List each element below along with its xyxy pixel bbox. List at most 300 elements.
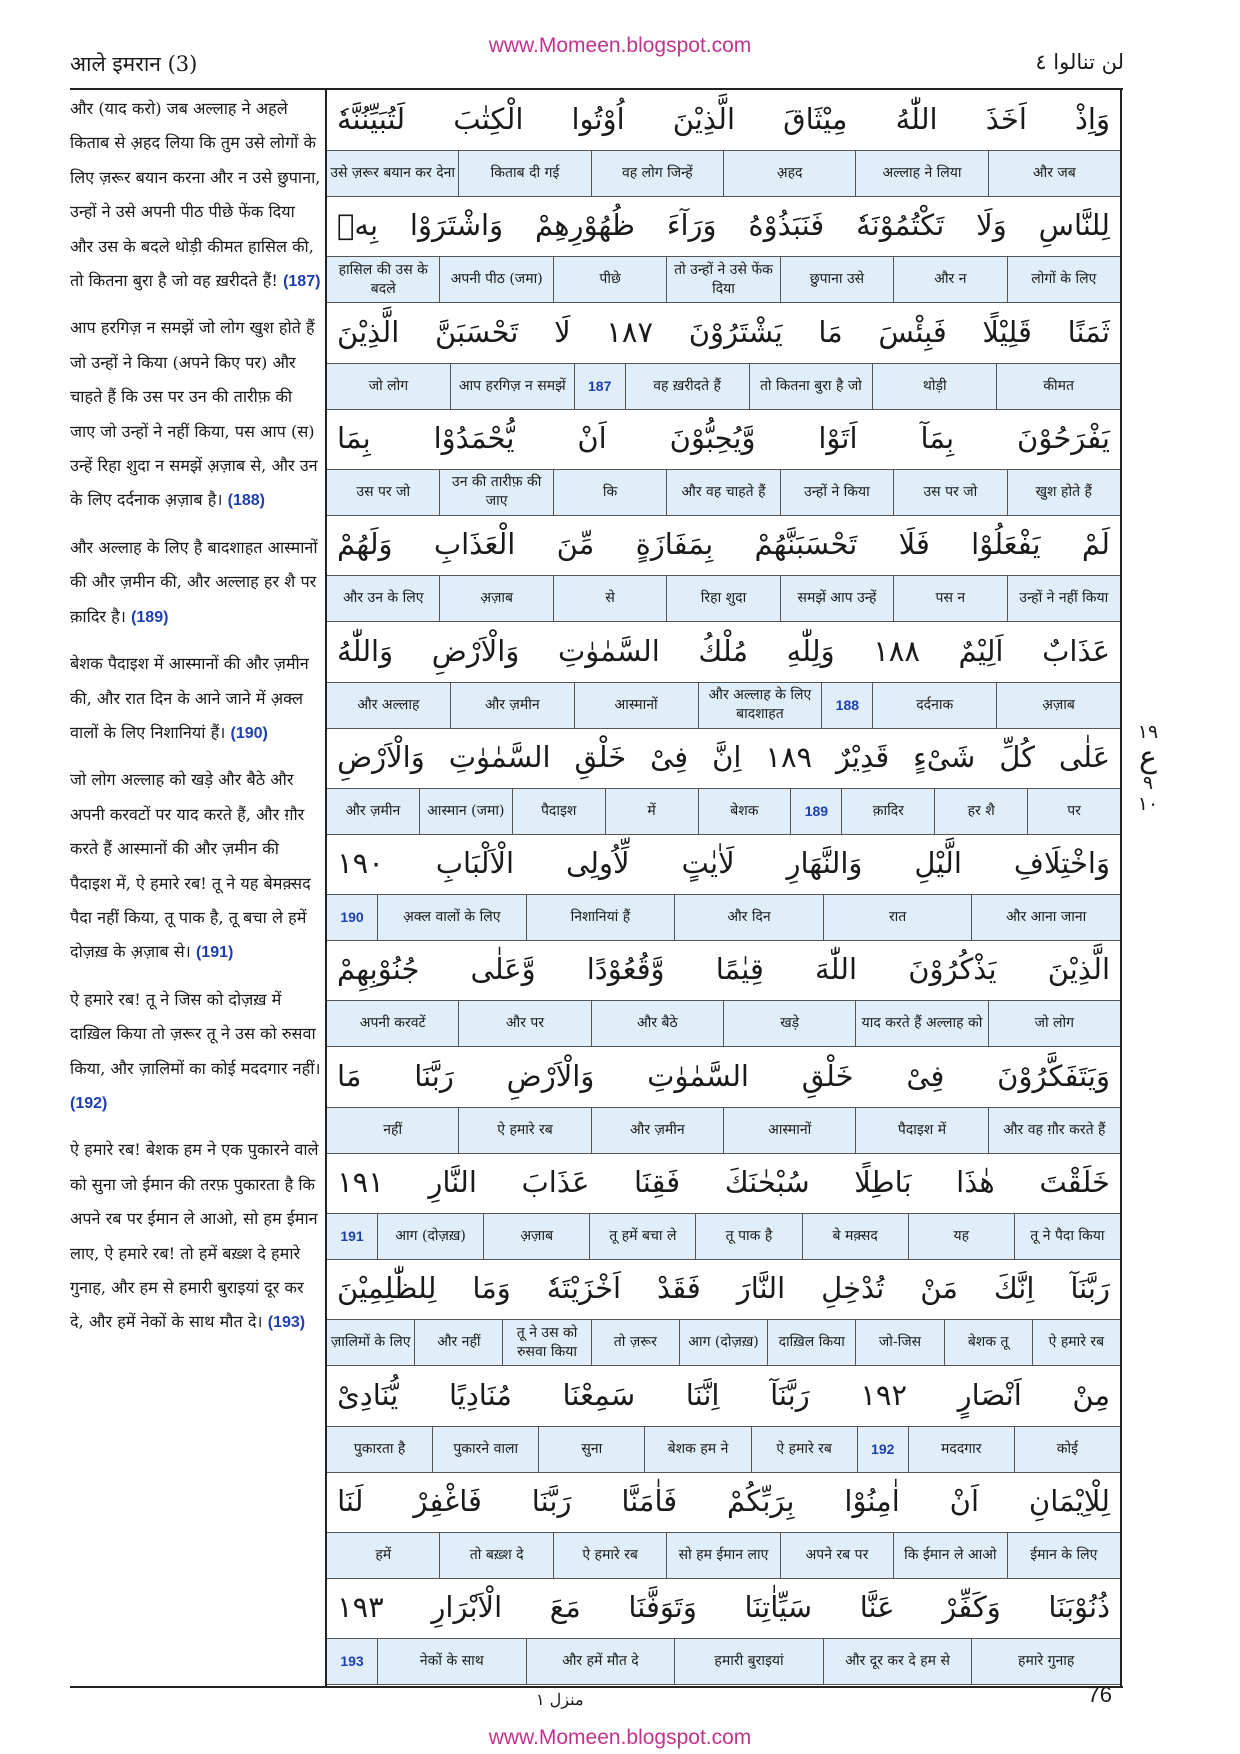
word-meaning-cell: पीछे [553, 257, 666, 302]
translation-paragraph [70, 981, 322, 1122]
arabic-word: مِنْ [1072, 1377, 1110, 1412]
arabic-word: وَاخْتِلَافِ [1013, 846, 1110, 881]
arabic-word: وَاِذْ [1075, 102, 1110, 136]
word-meaning-cell: बेशक हम ने [644, 1427, 750, 1472]
word-meaning-row [327, 682, 1120, 729]
arabic-word: اَتَوْا [818, 420, 858, 455]
arabic-word: فَبِئْسَ [878, 314, 947, 349]
arabic-word: مُلْكُ [698, 633, 748, 668]
word-meaning-row [327, 1107, 1120, 1154]
ruku-verse-count: ٩ [1142, 772, 1154, 794]
word-verse-number: 187 [574, 364, 625, 409]
arabic-word: فَاغْفِرْ [413, 1483, 482, 1518]
word-meaning-cell: जो लोग [988, 1001, 1120, 1046]
translation-text: ऐ हमारे रब! बेशक हम ने एक पुकारने वाले को सुना जो ईमान की तरफ़ पुकारता है कि अपने रब पर ईमान ले आओ, सो हम ईमान लाए, ऐ हमारे रब! तो हमें बख़्श दे हमारे गुनाह, और हम से हमारी बुराइयां दूर कर दे, और हमें नेकों के साथ मौत दे। [70, 1140, 319, 1332]
arabic-word: اَنْ [577, 420, 607, 455]
arabic-word: وَالْاَرْضِ [337, 739, 425, 774]
arabic-word: رَبَّنَآ [770, 1377, 810, 1412]
arabic-word: اللّٰهُ [895, 102, 938, 136]
word-meaning-cell: दर्दनाक [872, 683, 996, 728]
word-meaning-cell: समझें आप उन्हें [780, 576, 893, 621]
verse-line [327, 1259, 1120, 1365]
arabic-word: ذُنُوْبَنَا [1048, 1590, 1110, 1625]
translation-text: आप हरगिज़ न समझें जो लोग खुश होते हैं जो उन्हों ने किया (अपने किए पर) और चाहते हैं कि उस पर उन की तारीफ़ की जाए जो उन्हों ने नहीं किया, पस आप (स) उन्हें रिहा शुदा न समझें अ़ज़ाब से, और उन के लिए दर्दनाक अ़ज़ाब है। [70, 318, 318, 510]
arabic-word: تَحْسَبَنَّهُمْ [754, 527, 858, 562]
word-meaning-cell: क़ादिर [841, 789, 934, 834]
word-meaning-cell: कीमत [996, 364, 1120, 409]
verse-line [327, 1153, 1120, 1259]
verse-line [327, 834, 1120, 940]
arabic-word: لِلنَّاسِ [1038, 208, 1110, 243]
arabic-word: الَّذِيْنَ [672, 102, 735, 136]
arabic-word: مِيْثَاقَ [783, 102, 848, 136]
word-meaning-cell: रात [823, 895, 972, 940]
arabic-word: اِنَّنَا [685, 1377, 720, 1412]
verse-number: (187) [283, 273, 321, 291]
word-meaning-cell: हमारे गुनाह [971, 1639, 1120, 1684]
arabic-word: يَفْرَحُوْنَ [1017, 420, 1110, 455]
juz-title: لن تنالوا ٤ [1035, 50, 1124, 74]
translation-paragraph [70, 90, 322, 299]
ruku-marker [1128, 722, 1168, 815]
arabic-word: لَنَا [337, 1483, 364, 1518]
word-meaning-cell: और आना जाना [971, 895, 1120, 940]
arabic-word: الْكِتٰبَ [453, 102, 524, 136]
word-meaning-cell: तो कितना बुरा है जो [749, 364, 873, 409]
arabic-text-line [327, 1366, 1120, 1424]
arabic-word: وَّيُحِبُّوْنَ [669, 420, 756, 455]
arabic-word: سَيِّاٰتِنَا [744, 1590, 813, 1625]
word-meaning-cell: बेशक तू [944, 1320, 1032, 1365]
word-meaning-cell: ऐ हमारे रब [1032, 1320, 1120, 1365]
verse-line [327, 1366, 1120, 1472]
arabic-word: اَخْزَيْتَهٗ [546, 1271, 622, 1306]
word-meaning-row [327, 363, 1120, 410]
arabic-word: تُدْخِلِ [821, 1271, 885, 1306]
word-meaning-cell: पैदाइश [512, 789, 605, 834]
verse-line [327, 940, 1120, 1046]
word-meaning-cell: उन्हों ने किया [780, 470, 893, 515]
arabic-text-line [327, 1047, 1120, 1105]
word-meaning-row [327, 788, 1120, 835]
word-meaning-row [327, 150, 1120, 197]
arabic-text-line [327, 196, 1120, 254]
arabic-word: لَاٰيٰتٍ [681, 846, 735, 881]
arabic-word: قِيٰمًا [715, 952, 764, 987]
word-meaning-cell: और अल्लाह के लिए बादशाहत [698, 683, 822, 728]
arabic-word: خَلَقْتَ [1039, 1165, 1110, 1199]
translation-paragraph [70, 761, 322, 970]
word-verse-number: 189 [790, 789, 841, 834]
word-meaning-cell: अ़हद [723, 151, 855, 196]
arabic-word: رَبَّنَآ [1070, 1271, 1110, 1306]
word-meaning-cell: हासिल की उस के बदले [338, 261, 428, 297]
arabic-word: يَفْعَلُوْا [971, 527, 1041, 562]
word-meaning-cell: हर शै [934, 789, 1027, 834]
word-meaning-cell: और हमें मौत दे [526, 1639, 675, 1684]
arabic-word: يَشْتَرُوْنَ [688, 314, 783, 349]
arabic-word: تَكْتُمُوْنَهٗ [856, 208, 945, 243]
arabic-word: وَلِلّٰهِ [786, 633, 835, 668]
word-meaning-cell: जो-जिस [855, 1320, 943, 1365]
verse-number: (193) [267, 1314, 306, 1332]
page-frame [70, 88, 1123, 1688]
arabic-word: وَالنَّهَارِ [786, 846, 863, 881]
word-meaning-row [327, 1213, 1120, 1260]
word-meaning-cell: और अल्लाह [357, 696, 420, 713]
word-meaning-cell: और वह चाहते हैं [666, 470, 779, 515]
arabic-word: فَقِنَا [633, 1165, 681, 1199]
arabic-word: بَاطِلًا [854, 1165, 912, 1199]
word-meaning-cell: याद करते हैं अल्लाह को [855, 1001, 987, 1046]
word-meaning-cell: कोई [1014, 1427, 1120, 1472]
word-meaning-cell: अपने रब पर [780, 1533, 893, 1578]
arabic-text-line [327, 409, 1120, 467]
word-meaning-cell: तो बख़्श दे [439, 1533, 552, 1578]
arabic-word: فِیْ [906, 1058, 945, 1093]
word-meaning-cell: तू हमें बचा ले [589, 1214, 695, 1259]
arabic-word: اٰمِنُوْا [844, 1483, 900, 1518]
word-meaning-cell: बे मक़्सद [802, 1214, 908, 1259]
verse-number: (188) [227, 492, 265, 510]
arabic-verse-number: ١٨٩ [765, 739, 813, 774]
word-meaning-cell: पस न [893, 576, 1006, 621]
word-meaning-cell: तू ने उस को रुसवा किया [502, 1320, 590, 1365]
word-meaning-cell: तो उन्हों ने उसे फेंक दिया [666, 257, 779, 302]
verse-number: (190) [230, 724, 268, 742]
arabic-word: خَلْقِ [801, 1058, 854, 1093]
arabic-word: الْاَلْبَابِ [435, 846, 515, 881]
arabic-text-line [327, 1472, 1120, 1530]
word-meaning-cell: हमारी बुराइयां [674, 1639, 823, 1684]
word-meaning-cell: पुकारने वाला [432, 1427, 538, 1472]
arabic-word: قَدِيْرٌ [836, 739, 890, 774]
word-meaning-row [327, 1000, 1120, 1047]
arabic-word: الَّذِيْنَ [337, 314, 400, 349]
arabic-word: شَیْءٍ [913, 739, 976, 774]
word-meaning-cell: उस पर जो [356, 483, 411, 500]
word-meaning-cell: सो हम ईमान लाए [666, 1533, 779, 1578]
arabic-word: الْعَذَابِ [433, 527, 516, 562]
verse-number: (192) [70, 1094, 108, 1112]
arabic-word: السَّمٰوٰتِ [647, 1058, 749, 1093]
arabic-word: وَّقُعُوْدًا [586, 952, 665, 987]
word-meaning-cell: थोड़ी [872, 364, 996, 409]
word-meaning-row [327, 1319, 1120, 1366]
word-meaning-cell: मददगार [908, 1427, 1014, 1472]
word-meaning-cell: रिहा शुदा [666, 576, 779, 621]
arabic-word: اَلِيْمٌ [958, 633, 1004, 668]
arabic-text-line [327, 1259, 1120, 1317]
word-meaning-cell: अपनी पीठ (जमा) [439, 257, 552, 302]
arabic-word: بِرَبِّكُمْ [727, 1483, 795, 1518]
arabic-text-line [327, 728, 1120, 786]
word-meaning-cell: और ज़मीन [450, 683, 574, 728]
word-meaning-cell: तो ज़रूर [591, 1320, 679, 1365]
arabic-word: عَذَابٌ [1042, 633, 1110, 668]
translation-paragraph [70, 1131, 322, 1340]
verse-number: (189) [131, 608, 169, 626]
word-meaning-cell: पुकारता है [353, 1440, 406, 1457]
arabic-word: عَلٰى [1058, 739, 1110, 774]
verse-line [327, 196, 1120, 302]
word-meaning-cell: निशानियां हैं [526, 895, 675, 940]
arabic-word: فِیْ [650, 739, 689, 774]
arabic-word: قَلِيْلًا [982, 314, 1032, 349]
arabic-word: فَاٰمَنَّا [621, 1483, 678, 1518]
arabic-verse-number: ١٩٠ [337, 846, 384, 881]
manzil-label: منزل ١ [536, 1690, 584, 1709]
arabic-word: وَلَهُمْ [337, 527, 393, 562]
arabic-text-line [327, 940, 1120, 998]
arabic-word: مَنْ [920, 1271, 958, 1306]
arabic-word: تَحْسَبَنَّ [434, 314, 519, 349]
word-meaning-cell: अ़ज़ाब [483, 1214, 589, 1259]
word-meaning-cell: छुपाना उसे [780, 257, 893, 302]
verse-line [327, 1472, 1120, 1578]
word-meaning-cell: वह ख़रीदते हैं [625, 364, 749, 409]
word-meaning-cell: किताब दी गई [458, 151, 590, 196]
word-meaning-cell: आस्मानों [723, 1108, 855, 1153]
site-link-top[interactable]: www.Momeen.blogspot.com [488, 34, 752, 57]
word-verse-number: 188 [821, 683, 872, 728]
word-meaning-cell: उन की तारीफ़ की जाए [439, 470, 552, 515]
word-by-word-column [325, 90, 1122, 1686]
arabic-word: اَنْ [949, 1483, 980, 1518]
arabic-verse-number: ١٨٧ [606, 314, 654, 349]
arabic-word: يُّنَادِیْ [337, 1377, 399, 1412]
arabic-word: بِهٖ [337, 208, 379, 243]
word-meaning-cell: और वह ग़ौर करते हैं [988, 1108, 1120, 1153]
verse-line [327, 409, 1120, 515]
word-meaning-cell: जो लोग [368, 377, 409, 394]
translation-paragraph [70, 645, 322, 751]
translation-column [70, 90, 322, 1686]
translation-text: बेशक पैदाइश में आस्मानों की और ज़मीन की, और रात दिन के आने जाने में अ़क्ल वालों के लिए निशानियां हैं। [70, 654, 309, 742]
word-meaning-cell: ऐ हमारे रब [458, 1108, 590, 1153]
arabic-verse-number: ١٨٨ [873, 633, 920, 668]
word-meaning-cell: बेशक [698, 789, 791, 834]
word-meaning-row [327, 256, 1120, 303]
arabic-word: رَبَّنَا [531, 1483, 572, 1518]
arabic-word: وَالْاَرْضِ [431, 633, 520, 668]
word-meaning-row [327, 1426, 1120, 1473]
word-meaning-cell: ईमान के लिए [1007, 1533, 1120, 1578]
word-meaning-cell: में [605, 789, 698, 834]
arabic-word: وَاللّٰهُ [337, 633, 394, 668]
word-meaning-cell: ऐ हमारे रब [751, 1427, 857, 1472]
word-meaning-cell: ऐ हमारे रब [553, 1533, 666, 1578]
arabic-text-line [327, 622, 1120, 680]
word-meaning-row [327, 894, 1120, 941]
word-verse-number: 192 [857, 1427, 908, 1472]
arabic-word: مَا [337, 1058, 362, 1093]
word-meaning-cell: तू पाक है [695, 1214, 801, 1259]
word-meaning-cell: कि ईमान ले आओ [893, 1533, 1006, 1578]
arabic-word: اُوْتُوا [571, 102, 625, 136]
translation-paragraph [70, 529, 322, 635]
arabic-word: لِلظّٰلِمِيْنَ [337, 1271, 437, 1306]
arabic-word: الْاَبْرَارِ [431, 1590, 503, 1625]
word-meaning-cell: उन्हों ने नहीं किया [1007, 576, 1120, 621]
word-meaning-cell: और उन के लिए [343, 590, 424, 607]
verse-line [327, 622, 1120, 728]
arabic-word: بِمَآ [920, 420, 955, 455]
word-meaning-cell: वह लोग जिन्हें [591, 151, 723, 196]
word-meaning-cell: अपनी करवटें [359, 1015, 426, 1032]
arabic-text-line [327, 1153, 1120, 1211]
word-meaning-cell: आप हरगिज़ न समझें [450, 364, 574, 409]
translation-text: और अल्लाह के लिए है बादशाहत आस्मानों की और ज़मीन की, और अल्लाह हर शै पर क़ादिर है। [70, 537, 318, 626]
word-meaning-cell: कि [553, 470, 666, 515]
arabic-word: لِلْاِيْمَانِ [1028, 1483, 1110, 1518]
word-meaning-cell: और नहीं [414, 1320, 502, 1365]
arabic-verse-number: ١٩٣ [337, 1590, 384, 1625]
arabic-word: السَّمٰوٰتِ [448, 739, 551, 774]
verse-line [327, 515, 1120, 621]
word-meaning-cell: अ़ज़ाब [439, 576, 552, 621]
word-meaning-cell: यह [908, 1214, 1014, 1259]
arabic-word: يُّحْمَدُوْا [433, 420, 515, 455]
verse-line [327, 728, 1120, 834]
arabic-word: وَرَآءَ [666, 208, 717, 243]
word-meaning-cell: आस्मानों [574, 683, 698, 728]
arabic-word: بِمَفَازَةٍ [635, 527, 714, 562]
word-meaning-cell: और बैठे [591, 1001, 723, 1046]
verse-number: (191) [195, 944, 234, 962]
arabic-word: سُبْحٰنَكَ [724, 1165, 810, 1199]
word-meaning-cell: तू ने पैदा किया [1014, 1214, 1120, 1259]
arabic-word: اِنَّ [712, 739, 742, 774]
verse-line [327, 90, 1120, 196]
word-meaning-cell: अ़क्ल वालों के लिए [377, 895, 526, 940]
arabic-word: وَاشْتَرَوْا [409, 208, 504, 243]
arabic-word: وَلَا [976, 208, 1007, 243]
arabic-word: يَذْكُرُوْنَ [908, 952, 997, 987]
verse-line [327, 1047, 1120, 1153]
arabic-word: مُنَادِيًا [448, 1377, 512, 1412]
arabic-word: السَّمٰوٰتِ [557, 633, 660, 668]
word-meaning-cell: लोगों के लिए [1007, 257, 1120, 302]
arabic-word: النَّارَ [736, 1271, 786, 1306]
arabic-word: وَالْاَرْضِ [506, 1058, 595, 1093]
ruku-total: ١٠ [1137, 793, 1159, 815]
word-meaning-cell: और न [893, 257, 1006, 302]
word-meaning-cell: सुना [538, 1427, 644, 1472]
word-verse-number: 190 [340, 909, 364, 926]
arabic-word: فَقَدْ [657, 1271, 701, 1306]
word-meaning-row [327, 1532, 1120, 1579]
word-meaning-cell: खुश होते हैं [1007, 470, 1120, 515]
arabic-word: مِّنَ [556, 527, 595, 562]
arabic-word: مَعَ [549, 1590, 581, 1625]
word-meaning-cell: और दूर कर दे हम से [823, 1639, 972, 1684]
arabic-word: عَنَّا [859, 1590, 895, 1625]
word-meaning-cell: और जब [988, 151, 1120, 196]
word-meaning-cell: खड़े [723, 1001, 855, 1046]
arabic-word: اَنْصَارٍ [957, 1377, 1022, 1412]
word-meaning-cell: पर [1027, 789, 1120, 834]
arabic-word: وَمَا [472, 1271, 511, 1306]
ruku-sign: ع [1139, 740, 1157, 775]
word-meaning-row [327, 575, 1120, 622]
translation-paragraph [70, 309, 322, 518]
arabic-word: رَبَّنَا [414, 1058, 454, 1093]
site-link-bottom[interactable]: www.Momeen.blogspot.com [488, 1726, 752, 1749]
arabic-word: اَخَذَ [985, 102, 1027, 136]
word-meaning-cell: पैदाइश में [855, 1108, 987, 1153]
arabic-word: ظُهُوْرِهِمْ [534, 208, 635, 243]
arabic-word: ثَمَنًا [1067, 314, 1110, 349]
arabic-text-line [327, 515, 1120, 573]
word-meaning-cell: आस्मान (जमा) [419, 789, 512, 834]
arabic-word: هٰذَا [956, 1165, 995, 1199]
verse-line [327, 303, 1120, 409]
word-meaning-cell: और ज़मीन [345, 802, 401, 819]
word-meaning-cell: उसे ज़रूर बयान कर देना [330, 165, 456, 181]
word-meaning-cell: नहीं [383, 1121, 403, 1138]
arabic-word: لَا [554, 314, 571, 349]
arabic-word: الَّذِيْنَ [1047, 952, 1110, 987]
word-meaning-cell: आग (दोज़ख़) [679, 1320, 767, 1365]
word-meaning-cell: उस पर जो [893, 470, 1006, 515]
word-meaning-cell: से [553, 576, 666, 621]
word-meaning-cell: और दिन [674, 895, 823, 940]
word-meaning-row [327, 1638, 1120, 1685]
word-meaning-cell: अल्लाह ने लिया [855, 151, 987, 196]
arabic-word: لَتُبَيِّنُنَّهٗ [337, 102, 406, 136]
word-verse-number: 193 [340, 1653, 364, 1670]
translation-text: और (याद करो) जब अल्लाह ने अहले किताब से अ़हद लिया कि तुम उसे लोगों के लिए ज़रूर बयान करना और न उसे छुपाना, उन्हों ने उसे अपनी पीठ पीछे फेंक दिया और उस के बदले थोड़ी कीमत हासिल की, तो कितना बुरा है जो वह ख़रीदते हैं! [70, 99, 321, 291]
arabic-text-line [327, 303, 1120, 361]
translation-text: जो लोग अल्लाह को खड़े और बैठे और अपनी करवटों पर याद करते हैं, और ग़ौर करते हैं आस्मानों की और ज़मीन की पैदाइश में, ऐ हमारे रब! तू ने यह बेमक़्सद पैदा नहीं किया, तू पाक है, तू बचा ले हमें दोज़ख़ के अ़ज़ाब से। [70, 770, 311, 962]
arabic-word: وَتَوَفَّنَا [628, 1590, 697, 1625]
translation-text: ऐ हमारे रब! तू ने जिस को दोज़ख़ में दाख़िल किया तो ज़रूर तू ने उस को रुसवा किया, और ज़ालिमों का कोई मददगार नहीं। [70, 989, 321, 1078]
arabic-word: اللّٰهَ [815, 952, 858, 987]
arabic-word: الَّيْلِ [914, 846, 962, 881]
word-meaning-row [327, 469, 1120, 516]
verse-line [327, 1578, 1120, 1684]
arabic-word: جُنُوْبِهِمْ [337, 952, 420, 987]
arabic-word: فَنَبَذُوْهُ [748, 208, 825, 243]
arabic-word: اِنَّكَ [993, 1271, 1035, 1306]
word-meaning-cell: ज़ालिमों के लिए [330, 1334, 411, 1351]
arabic-word: بِمَا [337, 420, 371, 455]
arabic-word: عَذَابَ [521, 1165, 590, 1199]
word-meaning-cell: नेकों के साथ [377, 1639, 526, 1684]
word-verse-number: 191 [340, 1228, 364, 1244]
arabic-text-line [327, 834, 1120, 892]
arabic-word: كُلِّ [999, 739, 1035, 774]
arabic-word: سَمِعْنَا [562, 1377, 636, 1412]
arabic-verse-number: ١٩١ [337, 1165, 384, 1199]
arabic-word: وَّعَلٰى [470, 952, 536, 987]
word-meaning-cell: और ज़मीन [591, 1108, 723, 1153]
arabic-word: فَلَا [898, 527, 930, 562]
arabic-word: لَمْ [1081, 527, 1110, 562]
word-meaning-cell: दाख़िल किया [767, 1320, 855, 1365]
word-meaning-cell: आग (दोज़ख़) [377, 1214, 483, 1259]
page-number: 76 [1087, 1682, 1112, 1707]
word-meaning-cell: और पर [458, 1001, 590, 1046]
arabic-word: مَا [818, 314, 843, 349]
ruku-number: ١٩ [1137, 721, 1159, 743]
arabic-word: النَّارِ [428, 1165, 477, 1199]
arabic-verse-number: ١٩٢ [860, 1377, 908, 1412]
word-meaning-cell: हमें [375, 1546, 392, 1563]
arabic-word: لِّاُولِی [566, 846, 630, 881]
word-meaning-cell: अ़ज़ाब [996, 683, 1120, 728]
